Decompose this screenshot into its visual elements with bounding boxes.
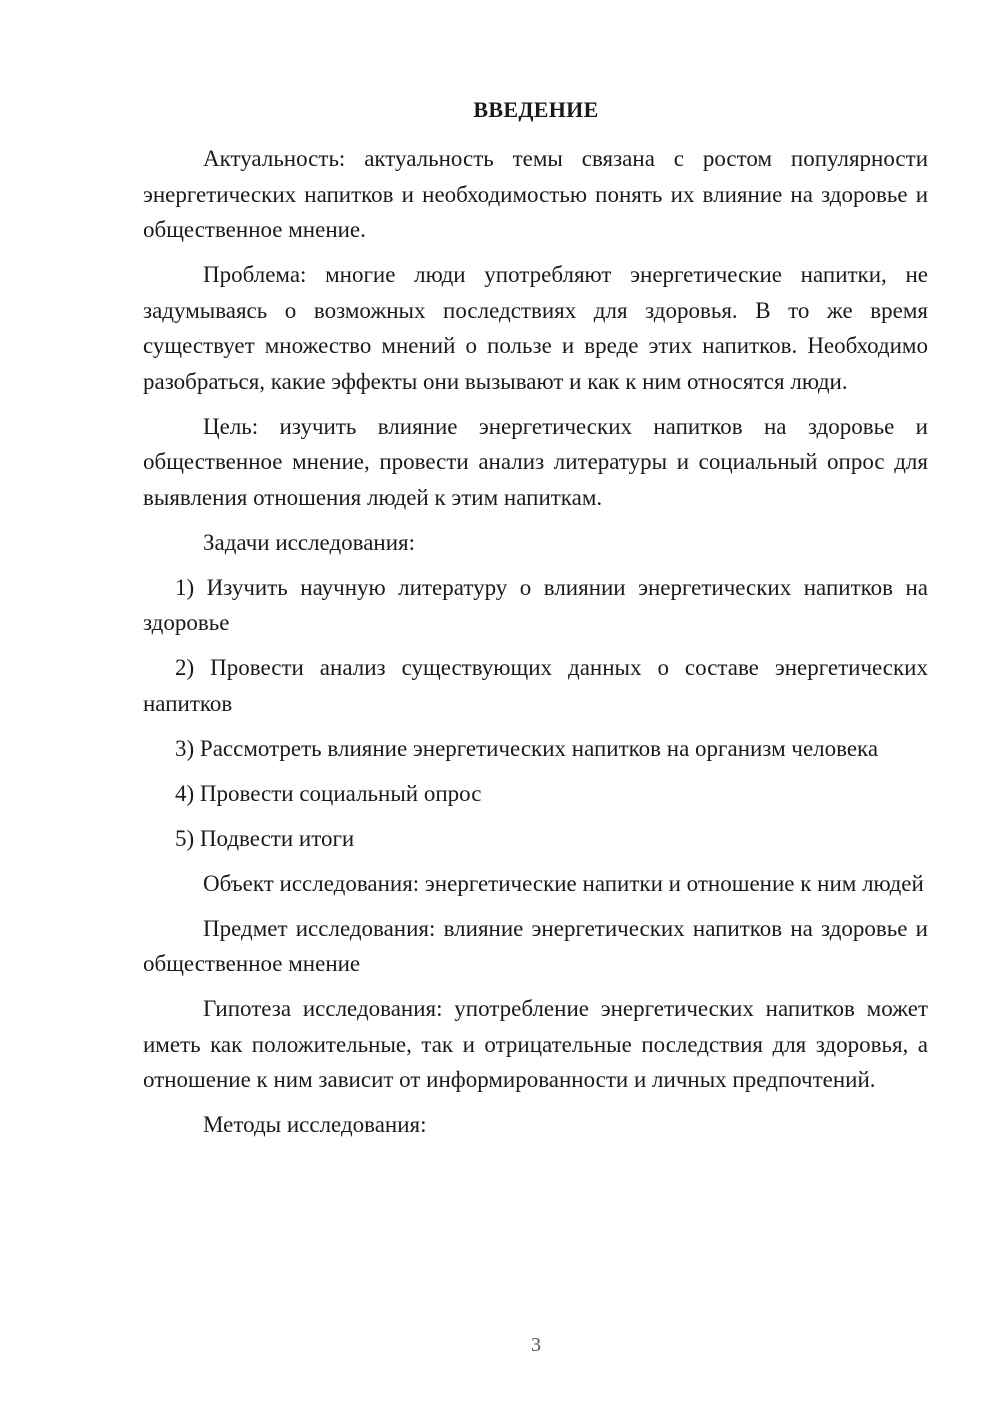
paragraph-relevance: Актуальность: актуальность темы связана с ростом популярности энергетических напитков и необходимостью понять их влияние на здоровье и общественное мнение. bbox=[143, 146, 928, 242]
section-title: ВВЕДЕНИЕ bbox=[473, 97, 599, 122]
body-text bbox=[143, 141, 928, 1152]
paragraph-object: Объект исследования: энергетические напитки и отношение к ним людей bbox=[203, 870, 924, 896]
paragraph-methods: Методы исследования: bbox=[203, 1112, 427, 1137]
paragraph-goal: Цель: изучить влияние энергетических напитков на здоровье и общественное мнение, провести анализ литературы и социальный опрос для выявления отношения людей к этим напиткам. bbox=[143, 413, 928, 510]
paragraph-subject: Предмет исследования: влияние энергетических напитков на здоровье и общественное мнение bbox=[143, 915, 928, 976]
task-item-5: 5) Подвести итоги bbox=[175, 825, 355, 851]
paragraph-hypothesis: Гипотеза исследования: употребление энергетических напитков может иметь как положительные, так и отрицательные последствия для здоровья, а отношение к ним зависит от информированности и личных предпочтений. bbox=[143, 996, 928, 1092]
paragraph-problem: Проблема: многие люди употребляют энергетические напитки, не задумываясь о возможных последствиях для здоровья. В то же время существует множество мнений о пользе и вреде этих напитков. Необходимо разобраться, какие эффекты они вызывают и как к ним относятся люди. bbox=[143, 262, 928, 394]
task-item-2: 2) Провести анализ существующих данных о составе энергетических напитков bbox=[143, 655, 928, 716]
task-item-3: 3) Рассмотреть влияние энергетических напитков на организм человека bbox=[175, 735, 879, 761]
page-number: 3 bbox=[531, 1334, 541, 1356]
paragraph-tasks-heading: Задачи исследования: bbox=[203, 529, 416, 555]
task-item-4: 4) Провести социальный опрос bbox=[175, 780, 482, 806]
task-item-1: 1) Изучить научную литературу о влиянии энергетических напитков на здоровье bbox=[143, 574, 928, 635]
